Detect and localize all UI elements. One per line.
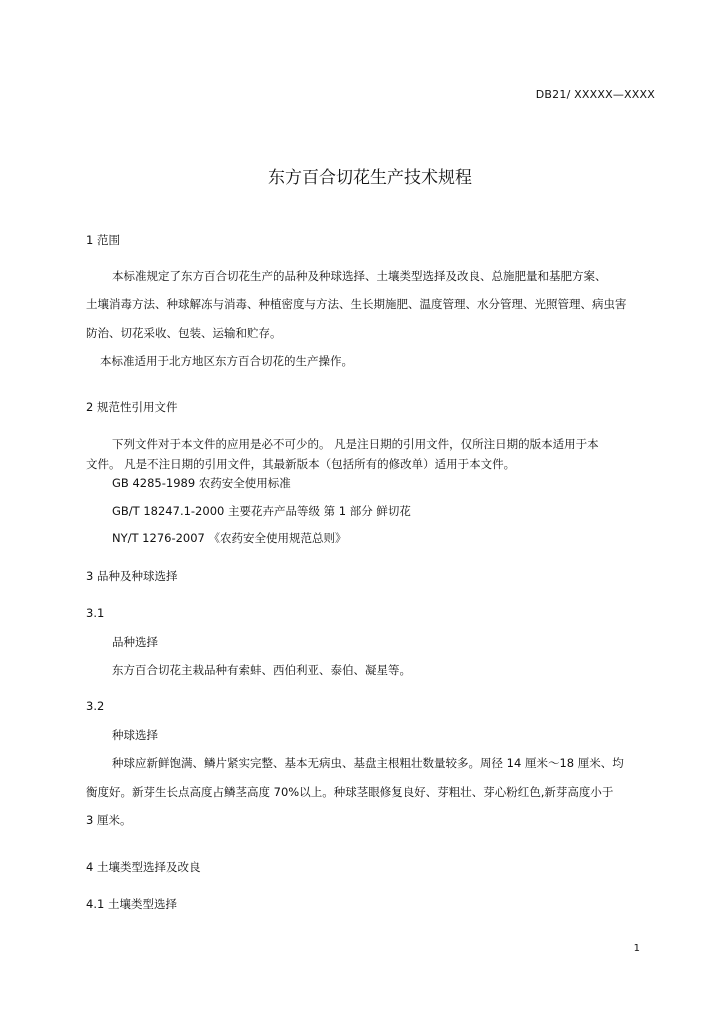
page-number: 1 — [633, 943, 640, 954]
section-3-heading: 3 品种及种球选择 — [86, 569, 178, 583]
section-3-1-title: 品种选择 — [112, 635, 158, 649]
section-1-heading: 1 范围 — [86, 233, 120, 247]
section-3-2-title: 种球选择 — [112, 728, 158, 742]
section-2-paragraph-line-1: 下列文件对于本文件的应用是必不可少的。 凡是注日期的引用文件，仅所注日期的版本适用于本 — [112, 437, 599, 451]
section-4-1-heading: 4.1 土壤类型选择 — [86, 897, 177, 911]
section-3-1-text: 东方百合切花主栽品种有索蚌、西伯利亚、泰伯、凝星等。 — [112, 663, 411, 677]
document-title: 东方百合切花生产技术规程 — [268, 168, 472, 188]
document-code: DB21/ XXXXX—XXXX — [535, 88, 655, 101]
section-1-paragraph-line-3: 防治、切花采收、包装、运输和贮存。 — [86, 326, 282, 340]
section-3-2-number: 3.2 — [86, 699, 105, 713]
section-1-paragraph-line-2: 土壤消毒方法、种球解冻与消毒、种植密度与方法、生长期施肥、温度管理、水分管理、光照管理、病虫害 — [86, 297, 627, 311]
reference-gbt18247: GB/T 18247.1-2000 主要花卉产品等级 第 1 部分 鲜切花 — [112, 504, 411, 518]
section-1-paragraph-line-1: 本标准规定了东方百合切花生产的品种及种球选择、土壤类型选择及改良、总施肥量和基肥方案、 — [112, 269, 607, 283]
section-3-2-line-2: 衡度好。新芽生长点高度占鳞茎高度 70%以上。种球茎眼修复良好、芽粗壮、芽心粉红色,新芽高度小于 — [86, 785, 614, 799]
section-2-heading: 2 规范性引用文件 — [86, 400, 178, 414]
section-3-2-line-3: 3 厘米。 — [86, 813, 132, 827]
reference-nyt1276: NY/T 1276-2007 《农药安全使用规范总则》 — [112, 531, 347, 545]
section-2-paragraph-line-2: 文件。 凡是不注日期的引用文件，其最新版本（包括所有的修改单）适用于本文件。 — [86, 457, 516, 471]
section-4-heading: 4 土壤类型选择及改良 — [86, 860, 201, 874]
section-3-1-number: 3.1 — [86, 606, 105, 620]
reference-gb4285: GB 4285-1989 农药安全使用标准 — [112, 476, 291, 490]
section-1-scope-paragraph: 本标准适用于北方地区东方百合切花的生产操作。 — [100, 354, 353, 368]
section-3-2-line-1: 种球应新鲜饱满、鳞片紧实完整、基本无病虫、基盘主根粗壮数量较多。周径 14 厘米～18 厘米、均 — [112, 756, 624, 770]
